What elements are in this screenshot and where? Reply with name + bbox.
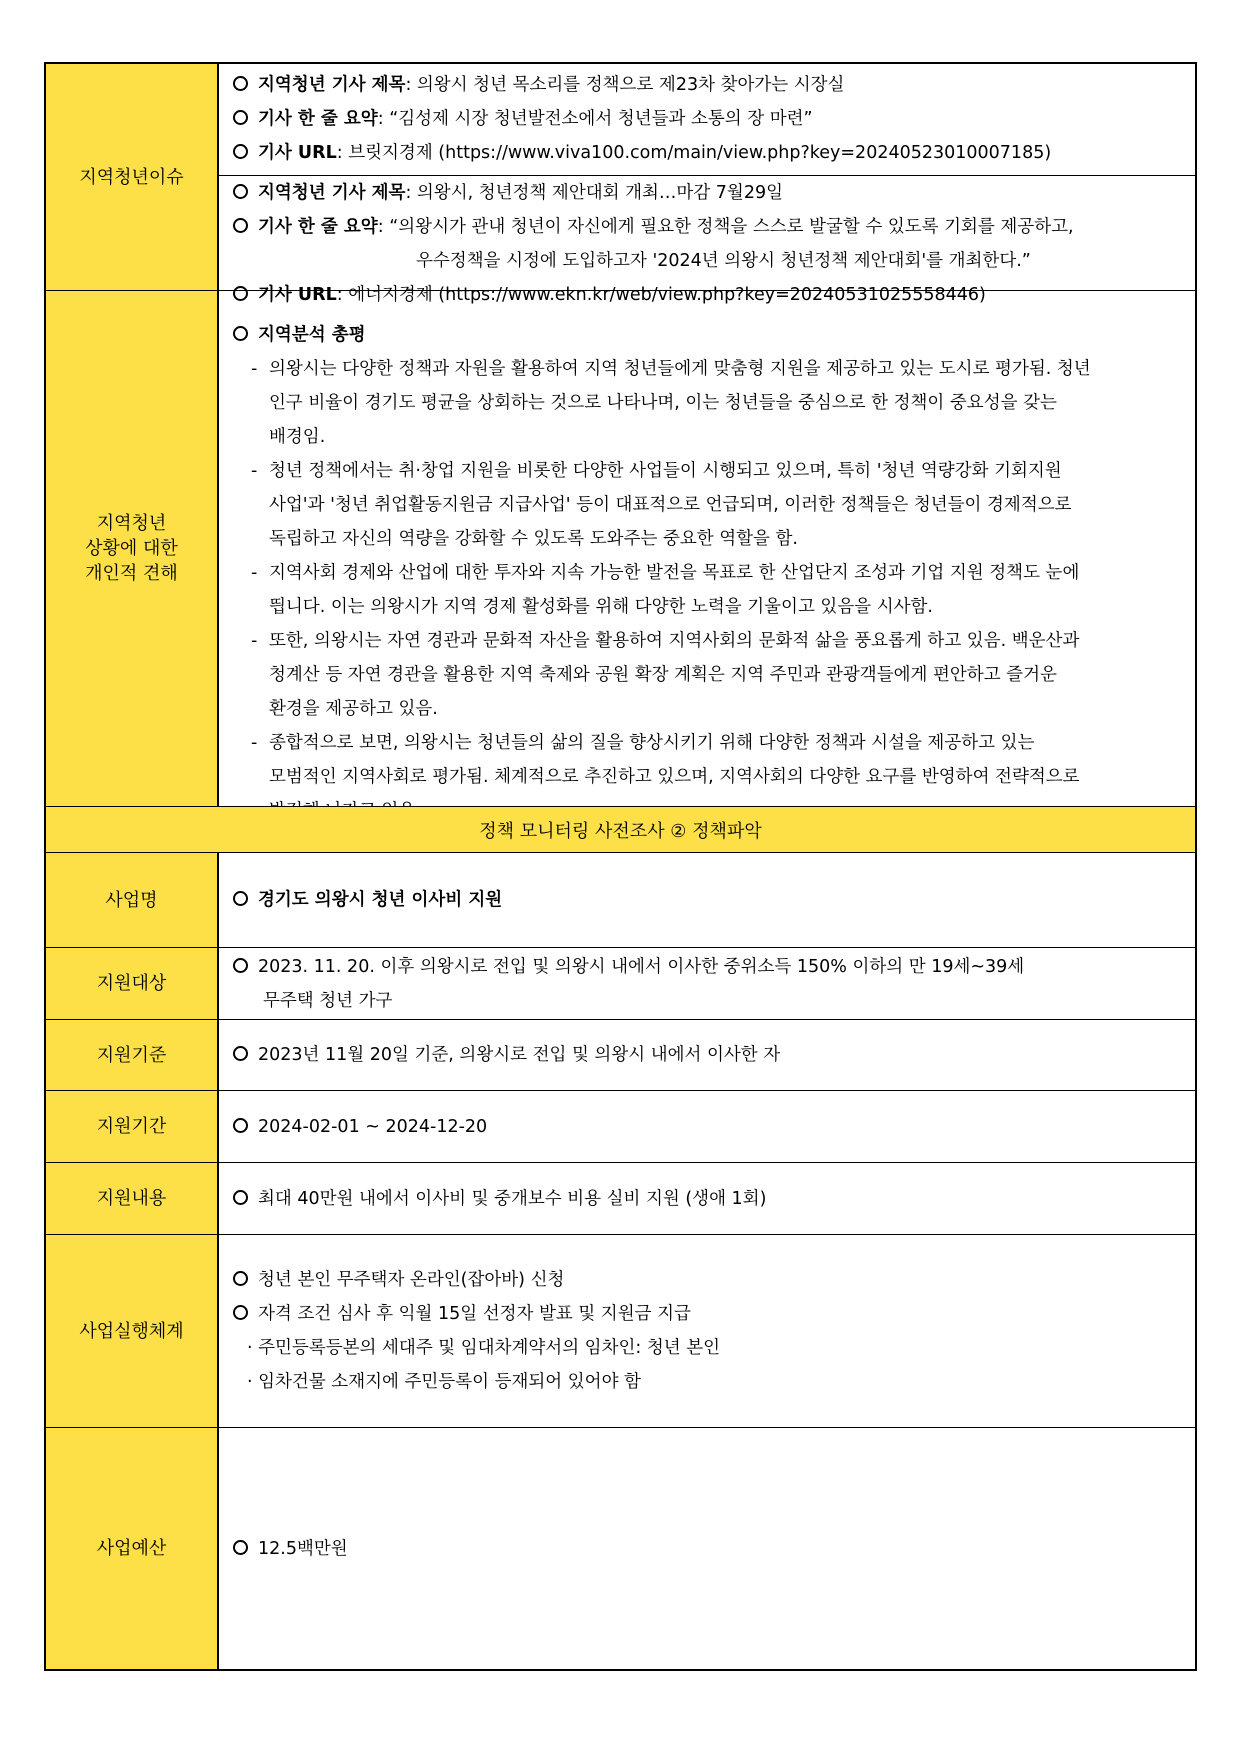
article-url[interactable]: 에너지경제 (https://www.ekn.kr/web/view.php?key=20240531025558446): [348, 285, 986, 305]
circle-bullet-icon: [233, 1046, 248, 1061]
system-subitem: · 주민등록등본의 세대주 및 임대차계약서의 임차인: 청년 본인: [247, 1338, 721, 1358]
target-text: 2023. 11. 20. 이후 의왕시로 전입 및 의왕시 내에서 이사한 중위소득 150% 이하의 만 19세~39세: [258, 956, 1025, 977]
system-row: [46, 1235, 1195, 1428]
circle-bullet-icon: [233, 144, 248, 159]
criteria-label: 지원기준: [46, 1020, 219, 1090]
opinion-paragraph: - 지역사회 경제와 산업에 대한 투자와 지속 가능한 발전을 목표로 한 산업단지 조성과 기업 지원 정책도 눈에 띕니다. 이는 의왕시가 지역 경제 활성화를 위해 다양한 노력을 기울이고 있음을 시사함.: [251, 563, 1080, 617]
article-title: 의왕시 청년 목소리를 정책으로 제23차 찾아가는 시장실: [416, 75, 845, 95]
article-summary: “의왕시가 관내 청년이 자신에게 필요한 정책을 스스로 발굴할 수 있도록 기회를 제공하고,: [389, 217, 1074, 237]
opinion-paragraph: - 청년 정책에서는 취·창업 지원을 비롯한 다양한 사업들이 시행되고 있으며, 특히 '청년 역량강화 기회지원 사업'과 '청년 취업활동지원금 지급사업' 등이 대표적으로 언급되며, 이러한 정책들은 청년들이 경제적으로 독립하고 자신의 역량을 강화할 수 있도록 도와주는 중요한 역할을 함.: [251, 461, 1072, 549]
issue-content: [219, 64, 1195, 305]
article-summary: “김성제 시장 청년발전소에서 청년들과 소통의 장 마련”: [389, 109, 813, 129]
system-item: 청년 본인 무주택자 온라인(잡아바) 신청: [258, 1270, 565, 1290]
period-text: 2024-02-01 ~ 2024-12-20: [258, 1116, 488, 1137]
system-label: 사업실행체계: [46, 1235, 219, 1427]
circle-bullet-icon: [233, 1540, 248, 1555]
article-1: 지역청년 기사 제목: 의왕시 청년 목소리를 정책으로 제23차 찾아가는 시장실 기사 한 줄 요약: “김성제 시장 청년발전소에서 청년들과 소통의 장 마련” 기사 URL: 브릿지경제 (https://www.viva100.com/main/view.php?key=20240523010007185): [219, 68, 1195, 173]
circle-bullet-icon: [233, 958, 248, 973]
budget-text: 12.5백만원: [258, 1538, 348, 1559]
report-form: [44, 62, 1197, 1671]
policy-name: 경기도 의왕시 청년 이사비 지원: [258, 890, 503, 910]
system-subitem: · 임차건물 소재지에 주민등록이 등재되어 있어야 함: [247, 1372, 641, 1392]
content-label: 지원내용: [46, 1163, 219, 1234]
circle-bullet-icon: [233, 1271, 248, 1286]
period-label: 지원기간: [46, 1091, 219, 1162]
circle-bullet-icon: [233, 184, 248, 199]
circle-bullet-icon: [233, 1305, 248, 1320]
target-row: 지원대상 2023. 11. 20. 이후 의왕시로 전입 및 의왕시 내에서 이사한 중위소득 150% 이하의 만 19세~39세 무주택 청년 가구: [46, 948, 1195, 1020]
section-banner: 정책 모니터링 사전조사 ② 정책파악: [46, 807, 1195, 853]
budget-row: [46, 1428, 1195, 1669]
opinion-paragraph: - 종합적으로 보면, 의왕시는 청년들의 삶의 질을 향상시키기 위해 다양한 정책과 시설을 제공하고 있는 모범적인 지역사회로 평가됨. 체계적으로 추진하고 있으며, 지역사회의 다양한 요구를 반영하여 전략적으로: [251, 733, 1080, 787]
issue-row: [46, 64, 1195, 305]
target-label: 지원대상: [46, 948, 219, 1019]
criteria-text: 2023년 11월 20일 기준, 의왕시로 전입 및 의왕시 내에서 이사한 자: [258, 1045, 781, 1065]
criteria-row: [46, 1020, 1195, 1091]
article-title: 의왕시, 청년정책 제안대회 개최…마감 7월29일: [416, 183, 784, 203]
circle-bullet-icon: [233, 218, 248, 233]
article-summary-cont: 우수정책을 시정에 도입하고자 '2024년 의왕시 청년정책 제안대회'를 개최한다.”: [416, 251, 1031, 271]
circle-bullet-icon: [233, 76, 248, 91]
period-row: [46, 1091, 1195, 1163]
circle-bullet-icon: [233, 891, 248, 906]
circle-bullet-icon: [233, 110, 248, 125]
article-2: 지역청년 기사 제목: 의왕시, 청년정책 제안대회 개최…마감 7월29일 기사 한 줄 요약: “의왕시가 관내 청년이 자신에게 필요한 정책을 스스로 발굴할 수 있도록 기회를 제공하고, 우수정책을 시정에 도입하고자 '2024년 의왕시 청년정책 제안대회'를 개최한다.” 기사 URL: 에너지경제 (https://www.ekn.kr/web/view.php?key=20240531025558446): [219, 175, 1195, 291]
circle-bullet-icon: [233, 1118, 248, 1133]
article-url[interactable]: 브릿지경제 (https://www.viva100.com/main/view.php?key=20240523010007185): [348, 143, 1052, 163]
opinion-content: [219, 291, 1195, 806]
budget-label: 사업예산: [46, 1428, 219, 1669]
issue-label: 지역청년이슈: [46, 64, 219, 290]
content-text: 최대 40만원 내에서 이사비 및 중개보수 비용 실비 지원 (생애 1회): [258, 1188, 767, 1209]
policy-name-row: [46, 853, 1195, 948]
system-item: 자격 조건 심사 후 익월 15일 선정자 발표 및 지원금 지급: [258, 1304, 691, 1324]
policy-name-label: 사업명: [46, 853, 219, 947]
opinion-heading: 지역분석 총평: [233, 318, 1195, 352]
opinion-paragraph: - 의왕시는 다양한 정책과 자원을 활용하여 지역 청년들에게 맞춤형 지원을 제공하고 있는 도시로 평가됨. 청년 인구 비율이 경기도 평균을 상회하는 것으로 나타나며, 이는 청년들을 중심으로 한 정책이 중요성을 갖는 배경임.: [251, 359, 1091, 447]
circle-bullet-icon: [233, 1190, 248, 1205]
circle-bullet-icon: [233, 326, 248, 341]
opinion-label: 지역청년 상황에 대한 개인적 견해: [46, 291, 219, 806]
opinion-row: [46, 291, 1195, 807]
opinion-paragraph: - 또한, 의왕시는 자연 경관과 문화적 자산을 활용하여 지역사회의 문화적 삶을 풍요롭게 하고 있음. 백운산과 청계산 등 자연 경관을 활용한 지역 축제와 공원 확장 계획은 지역 주민과 관광객들에게 편안하고 즐거운 환경을 제공하고 있음.: [251, 631, 1080, 719]
content-row: [46, 1163, 1195, 1235]
